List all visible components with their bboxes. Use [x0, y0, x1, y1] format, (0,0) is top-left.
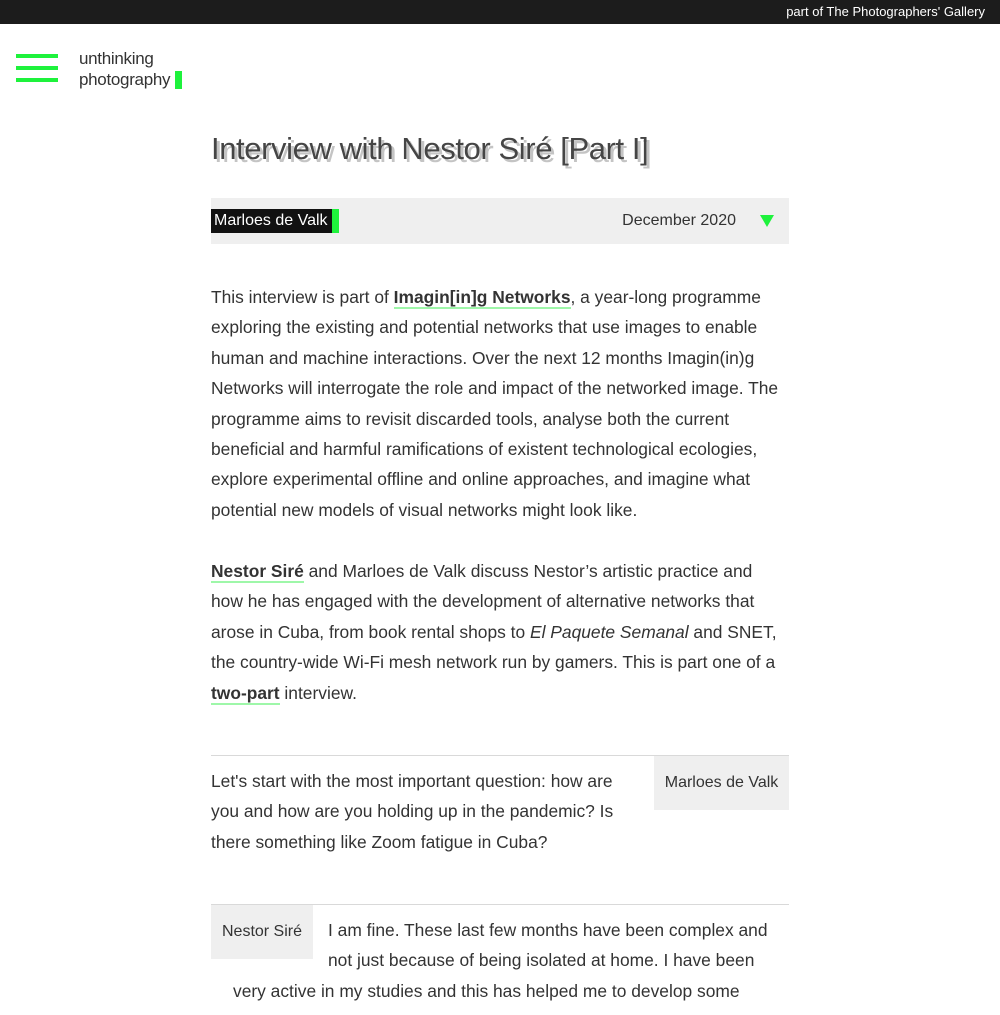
- interview-question: [211, 755, 789, 876]
- logo-accent-bar: [175, 71, 182, 89]
- answer-line: very active in my studies and this has helped me to develop some: [233, 980, 740, 1001]
- article: [211, 128, 789, 1001]
- imagining-networks-link[interactable]: Imagin[in]g Networks: [393, 287, 571, 307]
- second-text-1: and Marloes de Valk discuss Nestor’s artistic practice and how he has engaged with the development of alternative networks that arose in Cuba, from book rental shops to: [211, 561, 755, 642]
- second-paragraph: [211, 556, 789, 708]
- answer-text: [211, 915, 789, 1006]
- author-link[interactable]: Marloes de Valk: [211, 209, 339, 233]
- el-paquete-semanal: El Paquete Semanal: [530, 621, 689, 642]
- site-logo[interactable]: [79, 48, 182, 90]
- article-date: December 2020: [622, 212, 736, 229]
- hamburger-menu-icon[interactable]: [16, 54, 58, 84]
- article-meta-bar: [211, 198, 789, 244]
- menu-line: [16, 78, 58, 82]
- second-text-3: interview.: [279, 682, 357, 703]
- menu-line: [16, 54, 58, 58]
- article-title: Interview with Nestor Siré [Part I]: [211, 131, 649, 166]
- nestor-sire-link[interactable]: Nestor Siré: [211, 561, 304, 581]
- interview-answer: [211, 904, 789, 1015]
- two-part-link[interactable]: two-part: [211, 682, 280, 703]
- intro-text-1: This interview is part of: [211, 287, 394, 307]
- speaker-label-interviewee: Nestor Siré: [211, 905, 313, 959]
- intro-paragraph: [211, 282, 789, 525]
- triangle-down-icon[interactable]: [760, 215, 774, 227]
- logo-line-1: unthinking: [79, 49, 154, 68]
- photographers-gallery-link[interactable]: part of The Photographers' Gallery: [786, 4, 985, 19]
- intro-text-2: , a year-long programme exploring the existing and potential networks that use images to enable human and machine interactions. Over the next 12 months Imagin(in)g Networks will interrogate the role and impact of the networked image. The programme aims to revisit discarded tools, analyse both the current beneficial and harmful ramifications of existent technological ecologies, explore experimental offline and online approaches, and imagine what potential new models of visual networks might look like.: [211, 287, 779, 520]
- answer-line: not just because of being isolated at home. I have been: [328, 950, 755, 971]
- menu-line: [16, 66, 58, 70]
- speaker-label-interviewer: Marloes de Valk: [654, 756, 789, 810]
- question-text: Let's start with the most important question: how are you and how are you holding up in the pandemic? Is there something like Zoom fatigue in Cuba?: [211, 771, 614, 852]
- top-bar: [0, 0, 1000, 24]
- answer-line: I am fine. These last few months have been complex and: [328, 920, 768, 940]
- second-text-2: and SNET, the country-wide Wi-Fi mesh network run by gamers. This is part one of a: [211, 621, 777, 673]
- logo-line-2: photography: [79, 70, 171, 89]
